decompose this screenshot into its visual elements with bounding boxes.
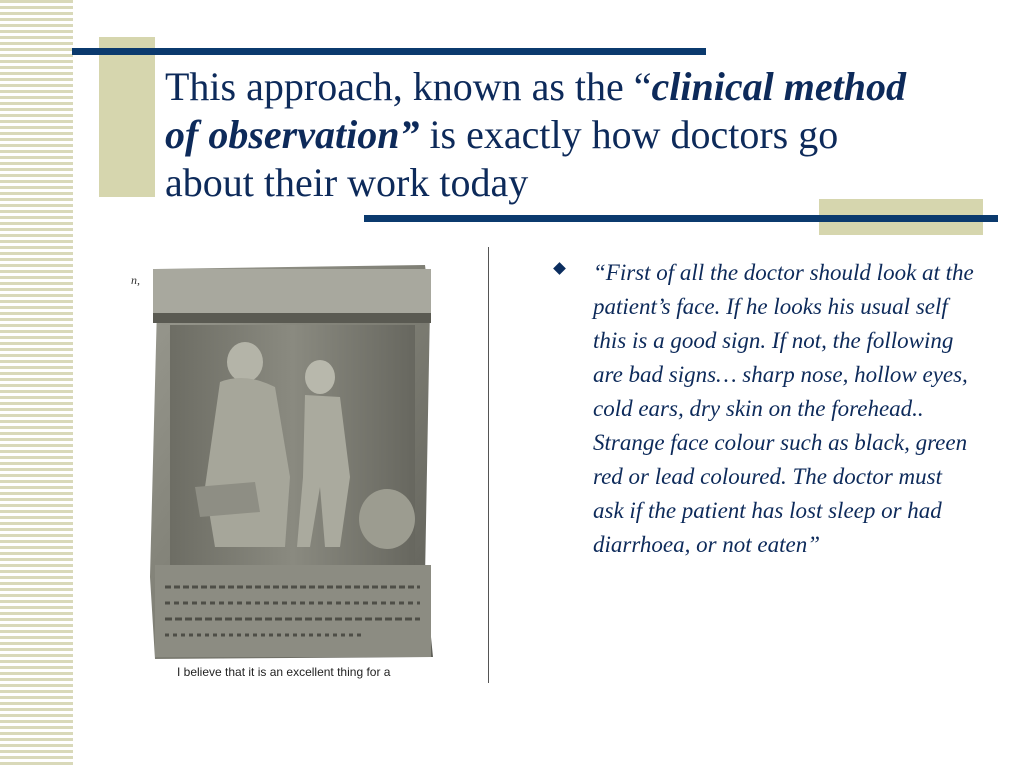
stele-photo bbox=[125, 247, 489, 683]
bullet-list bbox=[555, 256, 975, 562]
slide-title bbox=[165, 63, 925, 207]
decor-block-top bbox=[99, 37, 155, 197]
diamond-bullet-icon bbox=[553, 262, 566, 275]
bullet-item bbox=[555, 256, 975, 562]
stele-relief-image bbox=[125, 247, 488, 683]
title-emphasis: clinical method of observation” bbox=[165, 64, 906, 157]
photo-mark-text: n, bbox=[131, 273, 140, 287]
title-part1: This approach, known as the “ bbox=[165, 64, 652, 109]
decor-line-bottom bbox=[364, 215, 998, 222]
title-part2: is exactly how doctors go about their work today bbox=[165, 112, 839, 205]
photo-caption: I believe that it is an excellent thing for a bbox=[177, 665, 391, 679]
bullet-quote-text: “First of all the doctor should look at the patient’s face. If he looks his usual self this is a good sign. If not, the following are bad signs… sharp nose, hollow eyes, cold ears, dry skin on the forehead.. Strange face colour such as black, green red or lead coloured. The doctor must ask if the patient has lost sleep or had diarrhoea, or not eaten” bbox=[593, 260, 974, 557]
left-stripe-band bbox=[0, 0, 73, 768]
decor-line-top bbox=[72, 48, 706, 55]
